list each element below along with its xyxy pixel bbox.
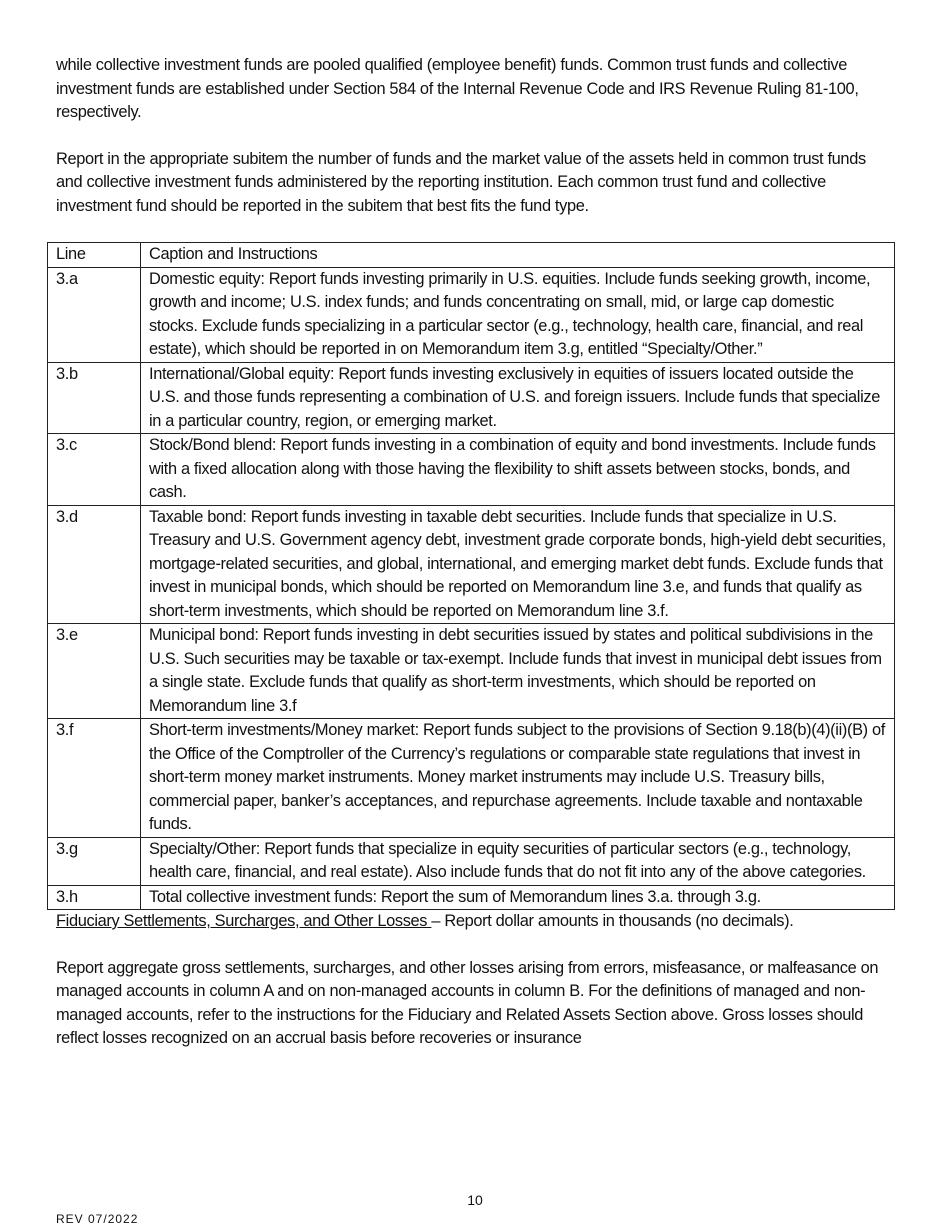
row-line: 3.c — [48, 434, 141, 506]
table-row — [48, 719, 895, 838]
intro-paragraph-2: Report in the appropriate subitem the number of funds and the market value of the assets held in common trust funds and collective investment funds administered by the reporting institution. Each common trust fund and collective investment fund should be reported in the subitem that best fits the fund type. — [56, 149, 866, 215]
section-title: Fiduciary Settlements, Surcharges, and Other Losses — [56, 912, 432, 930]
row-text: Short-term investments/Money market: Report funds subject to the provisions of Section 9.18(b)(4)(ii)(B) of the Office of the Comptroller of the Currency’s regulations or comparable state regulations that invest in short-term money market instruments. Money market instruments may include U.S. Treasury bills, commercial paper, banker’s acceptances, and repurchase agreements. Include taxable and nontaxable funds. — [141, 719, 895, 838]
table-row — [48, 837, 895, 885]
section-dash: – — [431, 912, 441, 930]
row-text: Domestic equity: Report funds investing primarily in U.S. equities. Include funds seeking growth, income, growth and income; U.S. index funds; and funds concentrating on small, mid, or large cap domestic stocks. Exclude funds specializing in a particular sector (e.g., technology, health care, financial, and real estate), which should be reported in on Memorandum item 3.g, entitled “Specialty/Other.” — [141, 267, 895, 362]
row-line: 3.h — [48, 885, 141, 910]
row-line: 3.a — [48, 267, 141, 362]
table-header-row — [48, 243, 895, 268]
instructions-table — [47, 242, 895, 910]
row-text: Municipal bond: Report funds investing in debt securities issued by states and political subdivisions in the U.S. Such securities may be taxable or tax-exempt. Include funds that invest in municipal debt issues from a single state. Exclude funds that qualify as short-term investments, which should be reported on Memorandum line 3.f — [141, 624, 895, 719]
row-line: 3.f — [48, 719, 141, 838]
table-row — [48, 267, 895, 362]
row-line: 3.g — [48, 837, 141, 885]
section-body: Report aggregate gross settlements, surcharges, and other losses arising from errors, misfeasance, or malfeasance on managed accounts in column A and on non-managed accounts in column B. For the definitions of managed and non-managed accounts, refer to the instructions for the Fiduciary and Related Assets Section above. Gross losses should reflect losses recognized on an accrual basis before recoveries or insurance — [56, 958, 879, 1047]
intro-paragraph-1: while collective investment funds are pooled qualified (employee benefit) funds. Common trust funds and collective investment funds are established under Section 584 of the Internal Revenue Code and IRS Revenue Ruling 81-100, respectively. — [56, 56, 859, 121]
table-row — [48, 434, 895, 506]
row-text: Total collective investment funds: Report the sum of Memorandum lines 3.a. through 3.g. — [141, 885, 895, 910]
row-text: International/Global equity: Report funds investing exclusively in equities of issuers located outside the U.S. and those funds representing a combination of U.S. and foreign issuers. Include funds that specialize in a particular country, region, or emerging market. — [141, 362, 895, 434]
row-text: Stock/Bond blend: Report funds investing in a combination of equity and bond investments. Include funds with a fixed allocation along with those having the flexibility to shift assets between stocks, bonds, and cash. — [141, 434, 895, 506]
table-row — [48, 885, 895, 910]
row-line: 3.e — [48, 624, 141, 719]
section-subtitle: Report dollar amounts in thousands (no decimals). — [440, 912, 794, 930]
row-line: 3.d — [48, 505, 141, 624]
table-row — [48, 505, 895, 624]
row-text: Taxable bond: Report funds investing in taxable debt securities. Include funds that specialize in U.S. Treasury and U.S. Government agency debt, investment grade corporate bonds, high-yield debt securities, mortgage-related securities, and global, international, and emerging market debt funds. Exclude funds that invest in municipal bonds, which should be reported on Memorandum line 3.e, and funds that qualify as short-term investments, which should be reported on Memorandum line 3.f. — [141, 505, 895, 624]
revision-label: REV 07/2022 — [56, 1212, 139, 1226]
page-content — [56, 54, 896, 1051]
table-row — [48, 624, 895, 719]
header-caption: Caption and Instructions — [141, 243, 895, 268]
section-heading — [56, 910, 896, 934]
row-line: 3.b — [48, 362, 141, 434]
header-line: Line — [48, 243, 141, 268]
table-row — [48, 362, 895, 434]
row-text: Specialty/Other: Report funds that specialize in equity securities of particular sectors (e.g., technology, health care, financial, and real estate). Also include funds that do not fit into any of the above categories. — [141, 837, 895, 885]
page-number: 10 — [467, 1192, 483, 1208]
